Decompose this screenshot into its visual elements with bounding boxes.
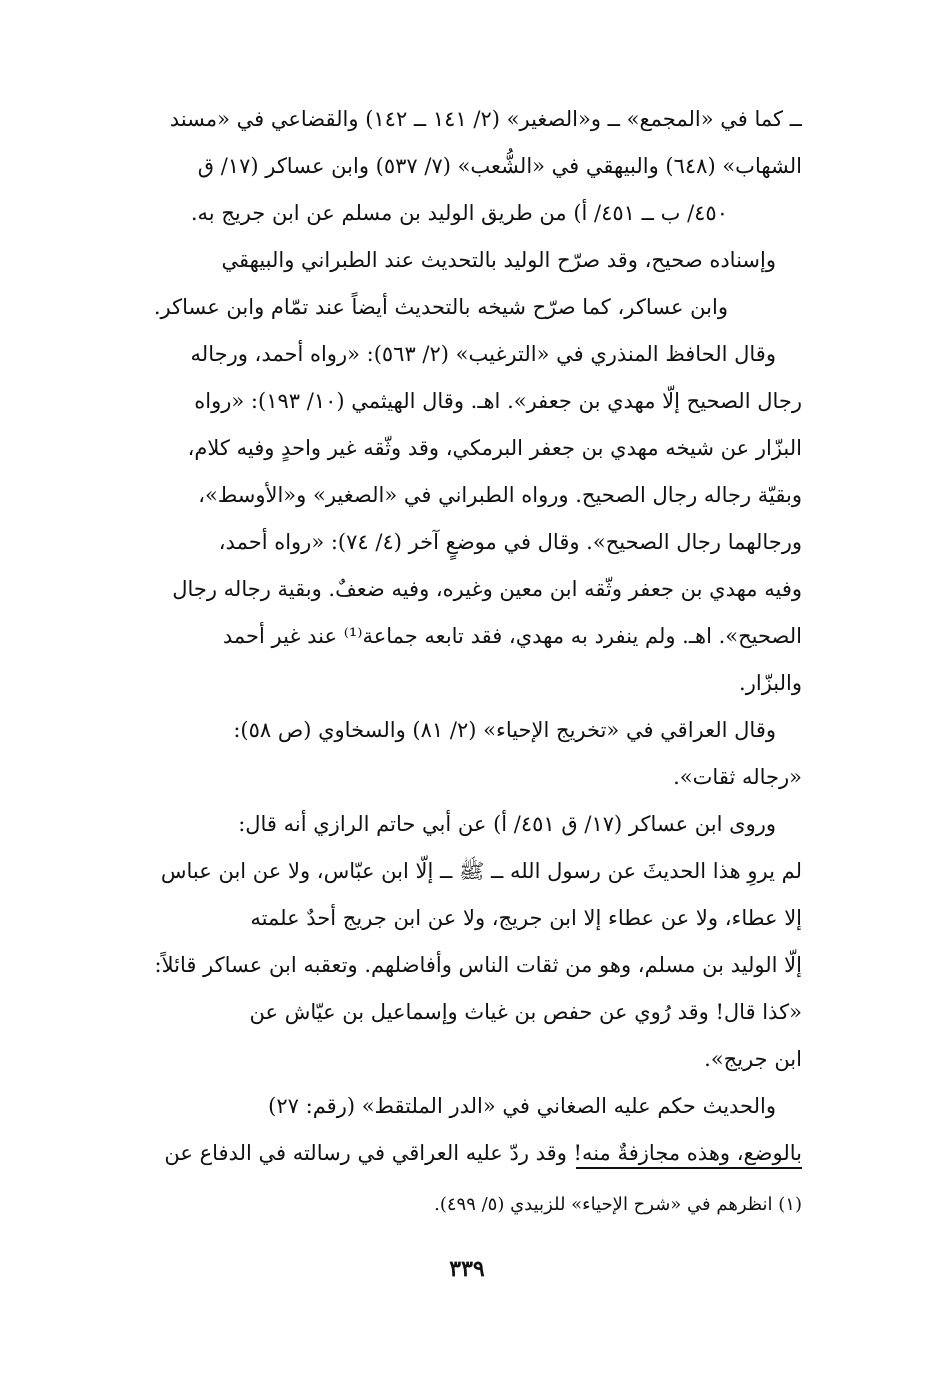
text-line: ابن جريج».	[704, 1047, 802, 1071]
text-line: ورجالهما رجال الصحيح». وقال في موضعٍ آخر (٤/ ٧٤): «رواه أحمد،	[218, 530, 802, 554]
footnote: (١) انظرهم في «شرح الإحياء» للزبيدي (٥/ ٤٩٩).	[434, 1194, 802, 1215]
text-line: الشهاب» (٦٤٨) والبيهقي في «الشُّعب» (٧/ ٥٣٧) وابن عساكر (١٧/ ق	[197, 154, 802, 178]
text-line: إلا عطاء، ولا عن عطاء إلا ابن جريج، ولا عن ابن جريج أحدٌ علمته	[250, 906, 802, 930]
footnote-divider	[576, 1167, 802, 1169]
text-line: ــ كما في «المجمع» ــ و«الصغير» (٢/ ١٤١ ــ ١٤٢) والقضاعي في «مسند	[169, 107, 802, 131]
text-line: رجال الصحيح إلّا مهدي بن جعفر». اهـ. وقال الهيثمي (١٠/ ١٩٣): «رواه	[194, 389, 802, 413]
text-line: وروى ابن عساكر (١٧/ ق ٤٥١/ أ) عن أبي حاتم الرازي أنه قال:	[238, 812, 776, 836]
text-line: وفيه مهدي بن جعفر وثّقه ابن معين وغيره، وفيه ضعفٌ. وبقية رجاله رجال	[172, 577, 802, 601]
text-line: وبقيّة رجاله رجال الصحيح. ورواه الطبراني في «الصغير» و«الأوسط»،	[198, 483, 802, 507]
text-line: «كذا قال! وقد رُوي عن حفص بن غياث وإسماعيل بن عيّاش عن	[249, 1000, 802, 1024]
text-line: وقال العراقي في «تخريج الإحياء» (٢/ ٨١) والسخاوي (ص ٥٨):	[233, 718, 776, 742]
text-line: البزّار عن شيخه مهدي بن جعفر البرمكي، وقد وثّقه غير واحدٍ وفيه كلام،	[187, 436, 802, 460]
text-line: لم يروِ هذا الحديثَ عن رسول الله ــ ﷺ ــ إلّا ابن عبّاس، ولا عن ابن عباس	[160, 859, 802, 883]
text-line: بالوضع، وهذه مجازفةٌ منه! وقد ردّ عليه العراقي في رسالته في الدفاع عن	[164, 1141, 802, 1165]
text-line: وقال الحافظ المنذري في «الترغيب» (٢/ ٥٦٣): «رواه أحمد، ورجاله	[190, 342, 776, 366]
text-line: والحديث حكم عليه الصغاني في «الدر الملتقط» (رقم: ٢٧)	[268, 1094, 776, 1118]
text-line: ٤٥٠/ ب ــ ٤٥١/ أ) من طريق الوليد بن مسلم عن ابن جريج به.	[190, 201, 728, 225]
text-line: إلّا الوليد بن مسلم، وهو من ثقات الناس وأفاضلهم. وتعقبه ابن عساكر قائلاً:	[154, 953, 802, 977]
text-line: والبزّار.	[739, 671, 802, 695]
text-line: «رجاله ثقات».	[673, 765, 802, 789]
text-line: الصحيح». اهـ. ولم ينفرد به مهدي، فقد تابعه جماعة⁽¹⁾ عند غير أحمد	[222, 624, 802, 648]
text-line: وابن عساكر، كما صرّح شيخه بالتحديث أيضاً عند تمّام وابن عساكر.	[153, 295, 728, 319]
page-number: ٣٣٩	[449, 1256, 485, 1282]
main-text	[96, 96, 802, 1177]
text-line: وإسناده صحيح، وقد صرّح الوليد بالتحديث عند الطبراني والبيهقي	[221, 248, 776, 272]
